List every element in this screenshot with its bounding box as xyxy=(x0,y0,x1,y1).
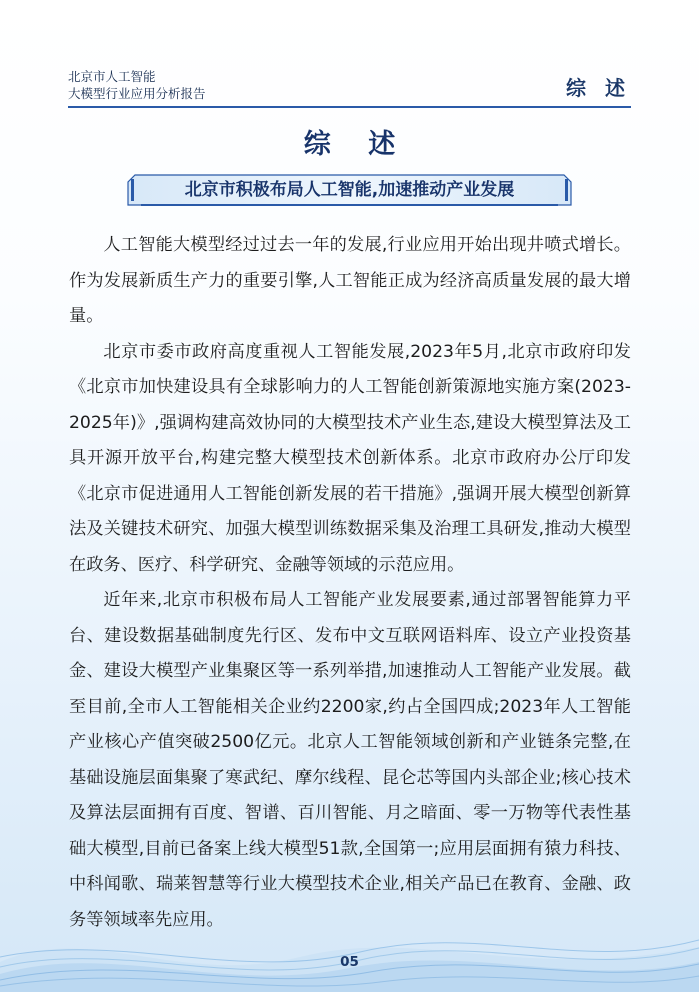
page-header xyxy=(68,64,631,108)
page-title: 综 述 xyxy=(303,129,410,160)
section-label: 综 述 xyxy=(566,76,631,100)
report-title-line1: 北京市人工智能 xyxy=(68,69,156,84)
report-title-block xyxy=(68,68,206,102)
page-number: 05 xyxy=(340,954,359,970)
header-divider xyxy=(68,106,631,108)
paragraph-1: 人工智能大模型经过过去一年的发展,行业应用开始出现井喷式增长。作为发展新质生产力的重要引擎,人工智能正成为经济高质量发展的最大增量。 xyxy=(69,235,631,326)
paragraph-3: 近年来,北京市积极布局人工智能产业发展要素,通过部署智能算力平台、建设数据基础制度先行区、发布中文互联网语料库、设立产业投资基金、建设大模型产业集聚区等一系列举措,加速推动人工智能产业发展。截至目前,全市人工智能相关企业约2200家,约占全国四成;2023年人工智能产业核心产值突破2500亿元。北京人工智能领域创新和产业链条完整,在基础设施层面集聚了寒武纪、摩尔线程、昆仑芯等国内头部企业;核心技术及算法层面拥有百度、智谱、百川智能、月之暗面、零一万物等代表性基础大模型,目前已备案上线大模型51款,全国第一;应用层面拥有猿力科技、中科闻歌、瑞莱智慧等行业大模型技术企业,相关产品已在教育、金融、政务等领域率先应用。 xyxy=(69,590,631,930)
body-text xyxy=(69,228,631,938)
report-title-line2: 大模型行业应用分析报告 xyxy=(68,86,206,101)
decorative-wave-icon xyxy=(0,902,699,992)
section-banner xyxy=(127,174,572,206)
paragraph-2: 北京市委市政府高度重视人工智能发展,2023年5月,北京市政府印发《北京市加快建设具有全球影响力的人工智能创新策源地实施方案(2023-2025年)》,强调构建高效协同的大模型技术产业生态,建设大模型算法及工具开源开放平台,构建完整大模型技术创新体系。北京市政府办公厅印发《北京市促进通用人工智能创新发展的若干措施》,强调开展大模型创新算法及关键技术研究、加强大模型训练数据采集及治理工具研发,推动大模型在政务、医疗、科学研究、金融等领域的示范应用。 xyxy=(69,341,631,575)
banner-heading: 北京市积极布局人工智能,加速推动产业发展 xyxy=(184,180,515,200)
